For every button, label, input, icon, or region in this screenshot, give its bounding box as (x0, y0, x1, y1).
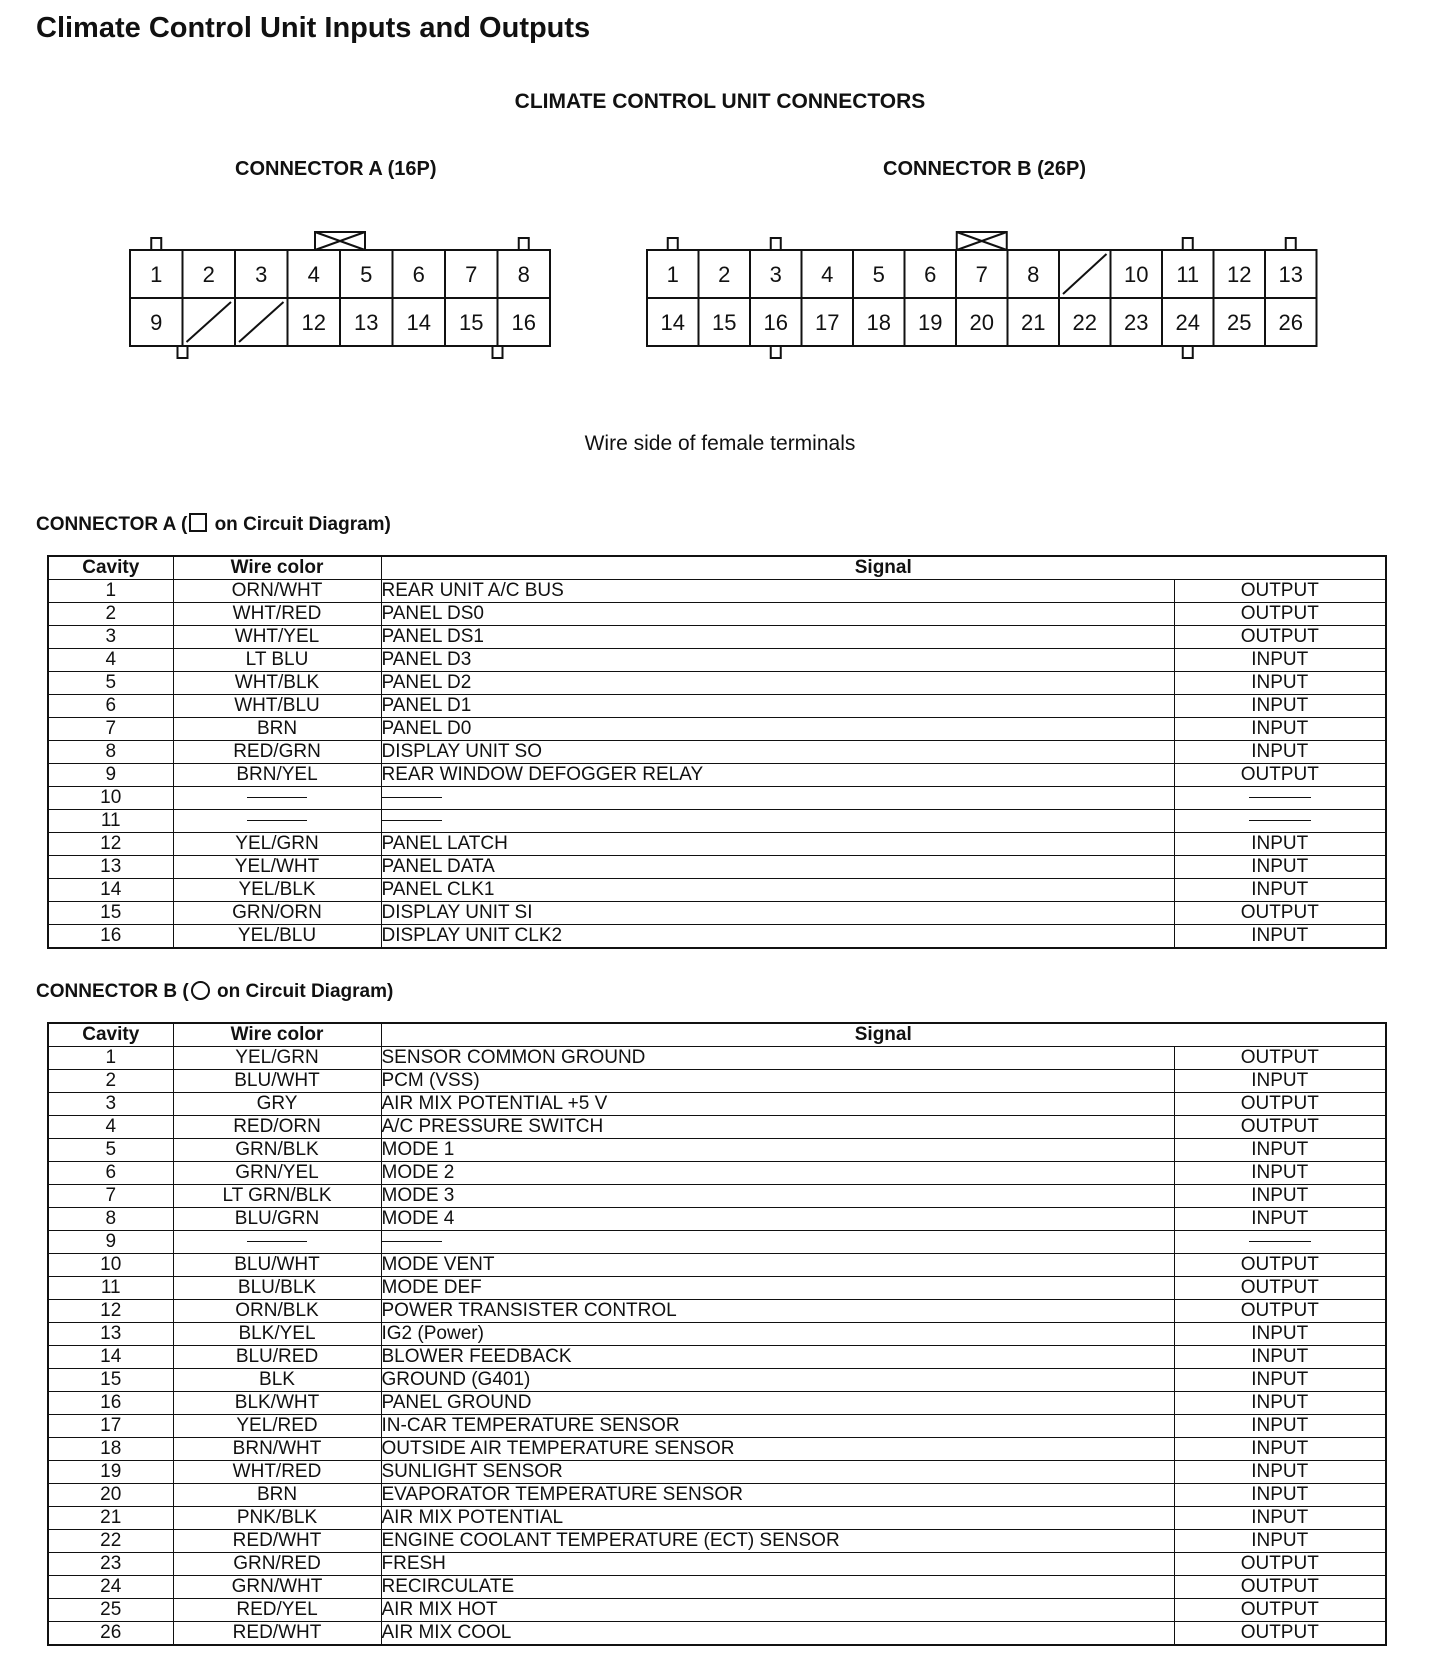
wire-color-cell: YEL/GRN (173, 833, 381, 856)
wire-color-cell: YEL/GRN (173, 1047, 381, 1070)
cavity-number: 15 (712, 310, 737, 335)
io-cell: OUTPUT (1174, 1300, 1386, 1323)
empty-dash (247, 797, 307, 798)
table-row (48, 1323, 1386, 1346)
cavity-cell: 14 (48, 1346, 173, 1369)
wire-color-cell: BRN/YEL (173, 764, 381, 787)
table-row (48, 1461, 1386, 1484)
io-cell: OUTPUT (1174, 1277, 1386, 1300)
empty-dash (247, 1241, 307, 1242)
cavity-cell: 15 (48, 902, 173, 925)
connector-tab (493, 346, 503, 358)
empty-dash (1249, 797, 1311, 798)
signal-cell: SENSOR COMMON GROUND (381, 1047, 1174, 1070)
wire-color-cell: BLK/WHT (173, 1392, 381, 1415)
table-row (48, 879, 1386, 902)
connector-a-diagram (125, 228, 555, 368)
cavity-number: 9 (150, 310, 163, 335)
cavity-cell: 25 (48, 1599, 173, 1622)
cavity-cell: 2 (48, 603, 173, 626)
cavity-cell: 1 (48, 1047, 173, 1070)
signal-cell: MODE VENT (381, 1254, 1174, 1277)
io-cell: INPUT (1174, 1484, 1386, 1507)
wire-color-cell: ORN/WHT (173, 580, 381, 603)
io-cell: INPUT (1174, 1530, 1386, 1553)
empty-dash (382, 797, 442, 798)
signal-cell: MODE 1 (381, 1139, 1174, 1162)
signal-cell: AIR MIX COOL (381, 1622, 1174, 1646)
cavity-number: 11 (1176, 262, 1200, 287)
cavity-header: Cavity (48, 1023, 173, 1047)
cavity-cell: 4 (48, 1116, 173, 1139)
cavity-number: 8 (517, 262, 530, 287)
wire-color-cell: BLU/RED (173, 1346, 381, 1369)
empty-dash (382, 820, 442, 821)
cavity-cell: 9 (48, 1231, 173, 1254)
table-row (48, 1576, 1386, 1599)
signal-cell: OUTSIDE AIR TEMPERATURE SENSOR (381, 1438, 1174, 1461)
cavity-cell: 20 (48, 1484, 173, 1507)
signal-cell: REAR UNIT A/C BUS (381, 580, 1174, 603)
signal-cell: PANEL DATA (381, 856, 1174, 879)
wire-color-cell (173, 1231, 381, 1254)
cavity-cell: 1 (48, 580, 173, 603)
table-header-row (48, 556, 1386, 580)
signal-cell: PANEL D3 (381, 649, 1174, 672)
table-row (48, 810, 1386, 833)
cavity-cell: 17 (48, 1415, 173, 1438)
table-row (48, 1622, 1386, 1646)
io-cell: INPUT (1174, 1139, 1386, 1162)
cavity-number: 2 (718, 262, 731, 287)
io-cell: INPUT (1174, 1369, 1386, 1392)
table-row (48, 741, 1386, 764)
table-row (48, 1599, 1386, 1622)
signal-cell: IN-CAR TEMPERATURE SENSOR (381, 1415, 1174, 1438)
table-row (48, 902, 1386, 925)
cavity-cell: 5 (48, 672, 173, 695)
io-cell: INPUT (1174, 1392, 1386, 1415)
cavity-cell: 6 (48, 695, 173, 718)
cavity-number: 1 (666, 262, 679, 287)
io-cell: OUTPUT (1174, 764, 1386, 787)
cavity-number: 12 (1227, 262, 1252, 287)
signal-cell: IG2 (Power) (381, 1323, 1174, 1346)
wire-color-cell: WHT/BLK (173, 672, 381, 695)
wire-color-cell: ORN/BLK (173, 1300, 381, 1323)
signal-cell: DISPLAY UNIT CLK2 (381, 925, 1174, 949)
io-cell: OUTPUT (1174, 580, 1386, 603)
signal-cell: PANEL CLK1 (381, 879, 1174, 902)
wire-side-caption: Wire side of female terminals (584, 432, 856, 455)
wire-color-header: Wire color (173, 1023, 381, 1047)
cavity-cell: 21 (48, 1507, 173, 1530)
cavity-cell: 22 (48, 1530, 173, 1553)
cavity-number: 6 (412, 262, 425, 287)
connector-tab (1183, 238, 1193, 250)
cavity-cell: 16 (48, 925, 173, 949)
io-cell: INPUT (1174, 1185, 1386, 1208)
signal-cell (381, 1231, 1174, 1254)
cavity-cell: 18 (48, 1438, 173, 1461)
cavity-number: 12 (301, 310, 326, 335)
cavity-cell: 13 (48, 856, 173, 879)
square-symbol-icon (189, 513, 207, 532)
cavity-number: 17 (815, 310, 840, 335)
empty-dash (1249, 820, 1311, 821)
cavity-number: 6 (924, 262, 937, 287)
cavity-number: 7 (465, 262, 478, 287)
wire-color-cell: RED/GRN (173, 741, 381, 764)
signal-cell (381, 810, 1174, 833)
signal-header: Signal (381, 556, 1386, 580)
cavity-cell: 7 (48, 1185, 173, 1208)
cavity-cell: 14 (48, 879, 173, 902)
io-cell: INPUT (1174, 1323, 1386, 1346)
cavity-cell: 4 (48, 649, 173, 672)
wire-color-cell: BLU/BLK (173, 1277, 381, 1300)
wire-color-cell: GRN/ORN (173, 902, 381, 925)
table-row (48, 1093, 1386, 1116)
wire-color-cell: RED/ORN (173, 1116, 381, 1139)
wire-color-cell: WHT/RED (173, 603, 381, 626)
connector-tab (771, 346, 781, 358)
connector-a-title: CONNECTOR A (16P) (235, 158, 437, 180)
cavity-cell: 11 (48, 1277, 173, 1300)
table-row (48, 603, 1386, 626)
wire-color-header: Wire color (173, 556, 381, 580)
wire-color-cell: WHT/YEL (173, 626, 381, 649)
signal-cell (381, 787, 1174, 810)
table-row (48, 1300, 1386, 1323)
table-row (48, 1070, 1386, 1093)
cavity-number: 22 (1072, 310, 1097, 335)
wire-color-cell: BLU/WHT (173, 1070, 381, 1093)
cavity-number: 5 (360, 262, 373, 287)
cavity-number: 4 (307, 262, 320, 287)
wire-color-cell: RED/YEL (173, 1599, 381, 1622)
signal-cell: DISPLAY UNIT SO (381, 741, 1174, 764)
table-row (48, 787, 1386, 810)
table-row (48, 925, 1386, 949)
io-cell: INPUT (1174, 1438, 1386, 1461)
cavity-number: 1 (150, 262, 163, 287)
cavity-cell: 5 (48, 1139, 173, 1162)
signal-cell: GROUND (G401) (381, 1369, 1174, 1392)
table-row (48, 1484, 1386, 1507)
signal-cell: PANEL D1 (381, 695, 1174, 718)
cavity-cell: 10 (48, 787, 173, 810)
signal-cell: REAR WINDOW DEFOGGER RELAY (381, 764, 1174, 787)
table-row (48, 833, 1386, 856)
io-cell: INPUT (1174, 856, 1386, 879)
signal-cell: AIR MIX HOT (381, 1599, 1174, 1622)
signal-cell: ENGINE COOLANT TEMPERATURE (ECT) SENSOR (381, 1530, 1174, 1553)
io-cell: INPUT (1174, 1070, 1386, 1093)
signal-cell: SUNLIGHT SENSOR (381, 1461, 1174, 1484)
cavity-number: 5 (872, 262, 885, 287)
wire-color-cell: GRY (173, 1093, 381, 1116)
table-row (48, 764, 1386, 787)
cavity-number: 18 (866, 310, 891, 335)
signal-cell: PANEL LATCH (381, 833, 1174, 856)
cavity-cell: 10 (48, 1254, 173, 1277)
io-cell: INPUT (1174, 672, 1386, 695)
wire-color-cell: RED/WHT (173, 1622, 381, 1646)
io-cell: INPUT (1174, 718, 1386, 741)
table-row (48, 1116, 1386, 1139)
connector-b-title: CONNECTOR B (26P) (883, 158, 1086, 180)
signal-cell: AIR MIX POTENTIAL +5 V (381, 1093, 1174, 1116)
unused-cavity-slash (1063, 254, 1107, 294)
cavity-cell: 12 (48, 833, 173, 856)
table-row (48, 1530, 1386, 1553)
connector-tab (1183, 346, 1193, 358)
signal-cell: PANEL GROUND (381, 1392, 1174, 1415)
wire-color-cell: BRN (173, 1484, 381, 1507)
cavity-cell: 15 (48, 1369, 173, 1392)
table-row (48, 1162, 1386, 1185)
wire-color-cell: YEL/RED (173, 1415, 381, 1438)
cavity-cell: 23 (48, 1553, 173, 1576)
connector-b-table (47, 1022, 1387, 1646)
connector-tab (668, 238, 678, 250)
io-cell: INPUT (1174, 1415, 1386, 1438)
io-cell: INPUT (1174, 879, 1386, 902)
io-cell: INPUT (1174, 1162, 1386, 1185)
table-row (48, 1415, 1386, 1438)
connectors-subtitle: CLIMATE CONTROL UNIT CONNECTORS (514, 90, 926, 113)
cavity-cell: 24 (48, 1576, 173, 1599)
connector-tab (1286, 238, 1296, 250)
table-row (48, 695, 1386, 718)
signal-cell: MODE DEF (381, 1277, 1174, 1300)
cavity-cell: 3 (48, 626, 173, 649)
cavity-cell: 26 (48, 1622, 173, 1646)
cavity-number: 3 (769, 262, 782, 287)
signal-cell: EVAPORATOR TEMPERATURE SENSOR (381, 1484, 1174, 1507)
cavity-number: 19 (918, 310, 943, 335)
wire-color-cell: BRN/WHT (173, 1438, 381, 1461)
io-cell: INPUT (1174, 1346, 1386, 1369)
cavity-number: 14 (660, 310, 685, 335)
cavity-number: 16 (511, 310, 536, 335)
io-cell: OUTPUT (1174, 626, 1386, 649)
io-cell: OUTPUT (1174, 1553, 1386, 1576)
cavity-cell: 8 (48, 741, 173, 764)
table-row (48, 672, 1386, 695)
signal-cell: DISPLAY UNIT SI (381, 902, 1174, 925)
wire-color-cell: WHT/RED (173, 1461, 381, 1484)
wire-color-cell (173, 787, 381, 810)
io-cell: INPUT (1174, 925, 1386, 949)
cavity-number: 13 (354, 310, 379, 335)
io-cell: INPUT (1174, 741, 1386, 764)
unused-cavity-slash (239, 302, 284, 342)
io-cell: INPUT (1174, 833, 1386, 856)
cavity-number: 24 (1175, 310, 1200, 335)
wire-color-cell: LT GRN/BLK (173, 1185, 381, 1208)
signal-cell: PANEL D2 (381, 672, 1174, 695)
connector-tab (178, 346, 188, 358)
wire-color-cell: PNK/BLK (173, 1507, 381, 1530)
wire-color-cell: YEL/BLK (173, 879, 381, 902)
io-cell: OUTPUT (1174, 1576, 1386, 1599)
cavity-number: 14 (406, 310, 431, 335)
table-row (48, 718, 1386, 741)
cavity-number: 26 (1278, 310, 1303, 335)
table-row (48, 856, 1386, 879)
wire-color-cell (173, 810, 381, 833)
cavity-number: 13 (1278, 262, 1303, 287)
signal-cell: MODE 4 (381, 1208, 1174, 1231)
cavity-number: 7 (975, 262, 988, 287)
connector-a-table-title: CONNECTOR A ( on Circuit Diagram) (36, 514, 391, 535)
table-row (48, 1553, 1386, 1576)
cavity-cell: 16 (48, 1392, 173, 1415)
wire-color-cell: GRN/BLK (173, 1139, 381, 1162)
wire-color-cell: RED/WHT (173, 1530, 381, 1553)
wire-color-cell: BLK (173, 1369, 381, 1392)
io-cell: OUTPUT (1174, 603, 1386, 626)
table-row (48, 1185, 1386, 1208)
io-cell (1174, 810, 1386, 833)
signal-cell: RECIRCULATE (381, 1576, 1174, 1599)
table-row (48, 626, 1386, 649)
unused-cavity-slash (187, 302, 232, 342)
cavity-number: 3 (255, 262, 268, 287)
io-cell: INPUT (1174, 1208, 1386, 1231)
cavity-cell: 11 (48, 810, 173, 833)
io-cell: OUTPUT (1174, 1116, 1386, 1139)
signal-cell: AIR MIX POTENTIAL (381, 1507, 1174, 1530)
cavity-number: 21 (1021, 310, 1046, 335)
table-row (48, 1369, 1386, 1392)
connector-tab (519, 238, 529, 250)
signal-cell: PANEL DS1 (381, 626, 1174, 649)
page-title: Climate Control Unit Inputs and Outputs (36, 12, 591, 44)
cavity-cell: 8 (48, 1208, 173, 1231)
io-cell: INPUT (1174, 695, 1386, 718)
wire-color-cell: BRN (173, 718, 381, 741)
cavity-header: Cavity (48, 556, 173, 580)
cavity-number: 10 (1124, 262, 1149, 287)
connector-tab (771, 238, 781, 250)
io-cell: OUTPUT (1174, 902, 1386, 925)
io-cell (1174, 787, 1386, 810)
wire-color-cell: BLK/YEL (173, 1323, 381, 1346)
io-cell: INPUT (1174, 649, 1386, 672)
signal-cell: PANEL D0 (381, 718, 1174, 741)
io-cell: INPUT (1174, 1461, 1386, 1484)
empty-dash (247, 820, 307, 821)
empty-dash (1249, 1241, 1311, 1242)
table-row (48, 1208, 1386, 1231)
connector-tab (151, 238, 161, 250)
signal-cell: FRESH (381, 1553, 1174, 1576)
table-row (48, 580, 1386, 603)
io-cell: OUTPUT (1174, 1622, 1386, 1646)
cavity-cell: 6 (48, 1162, 173, 1185)
table-row (48, 1254, 1386, 1277)
io-cell: OUTPUT (1174, 1254, 1386, 1277)
connector-b-table-title: CONNECTOR B ( on Circuit Diagram) (36, 981, 394, 1002)
cavity-cell: 13 (48, 1323, 173, 1346)
io-cell: OUTPUT (1174, 1093, 1386, 1116)
cavity-cell: 9 (48, 764, 173, 787)
signal-cell: POWER TRANSISTER CONTROL (381, 1300, 1174, 1323)
table-row (48, 1231, 1386, 1254)
signal-cell: BLOWER FEEDBACK (381, 1346, 1174, 1369)
table-row (48, 1392, 1386, 1415)
table-row (48, 1507, 1386, 1530)
cavity-number: 4 (821, 262, 834, 287)
wire-color-cell: GRN/RED (173, 1553, 381, 1576)
wire-color-cell: BLU/WHT (173, 1254, 381, 1277)
cavity-number: 2 (202, 262, 215, 287)
cavity-number: 15 (459, 310, 484, 335)
empty-dash (382, 1241, 442, 1242)
cavity-cell: 3 (48, 1093, 173, 1116)
io-cell (1174, 1231, 1386, 1254)
io-cell: OUTPUT (1174, 1599, 1386, 1622)
cavity-number: 25 (1227, 310, 1252, 335)
signal-cell: PANEL DS0 (381, 603, 1174, 626)
wire-color-cell: GRN/WHT (173, 1576, 381, 1599)
signal-cell: A/C PRESSURE SWITCH (381, 1116, 1174, 1139)
wire-color-cell: YEL/WHT (173, 856, 381, 879)
signal-cell: MODE 3 (381, 1185, 1174, 1208)
table-row (48, 1139, 1386, 1162)
signal-cell: MODE 2 (381, 1162, 1174, 1185)
table-row (48, 649, 1386, 672)
signal-header: Signal (381, 1023, 1386, 1047)
connector-b-diagram (642, 228, 1332, 368)
cavity-cell: 7 (48, 718, 173, 741)
table-row (48, 1277, 1386, 1300)
cavity-cell: 12 (48, 1300, 173, 1323)
io-cell: OUTPUT (1174, 1047, 1386, 1070)
signal-cell: PCM (VSS) (381, 1070, 1174, 1093)
cavity-number: 23 (1124, 310, 1149, 335)
table-row (48, 1047, 1386, 1070)
wire-color-cell: BLU/GRN (173, 1208, 381, 1231)
cavity-number: 8 (1027, 262, 1040, 287)
io-cell: INPUT (1174, 1507, 1386, 1530)
table-header-row (48, 1023, 1386, 1047)
table-row (48, 1438, 1386, 1461)
cavity-cell: 2 (48, 1070, 173, 1093)
connector-a-table (47, 555, 1387, 949)
wire-color-cell: WHT/BLU (173, 695, 381, 718)
cavity-number: 16 (763, 310, 788, 335)
wire-color-cell: YEL/BLU (173, 925, 381, 949)
cavity-cell: 19 (48, 1461, 173, 1484)
table-row (48, 1346, 1386, 1369)
wire-color-cell: LT BLU (173, 649, 381, 672)
wire-color-cell: GRN/YEL (173, 1162, 381, 1185)
cavity-number: 20 (969, 310, 994, 335)
circle-symbol-icon (191, 981, 210, 1000)
